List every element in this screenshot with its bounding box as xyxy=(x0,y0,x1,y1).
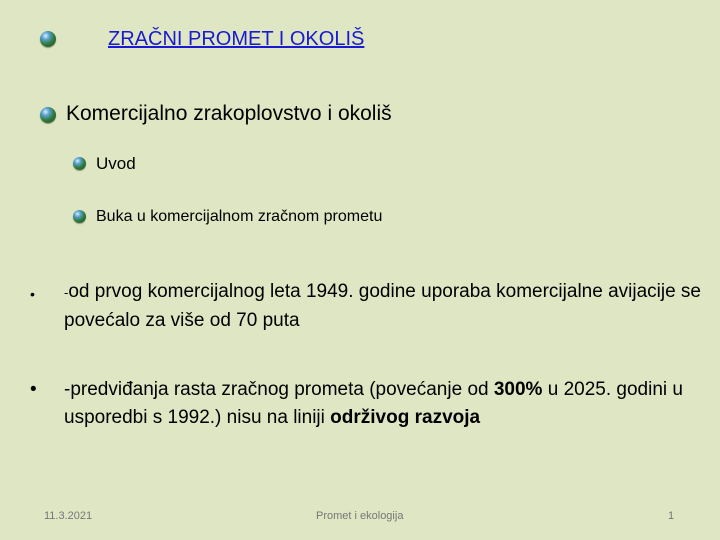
paragraph-text: -predviđanja rasta zračnog prometa (povećanje od xyxy=(64,379,494,400)
footer-date: 11.3.2021 xyxy=(44,510,93,522)
bullet-dot: • xyxy=(30,286,35,302)
bullet-level2-noise: Buka u komercijalnom zračnom prometu xyxy=(96,208,383,225)
paragraph-history xyxy=(30,278,704,335)
footer-page-number: 1 xyxy=(668,510,675,522)
gem-bullet-icon xyxy=(40,107,56,123)
bullet-level2-intro: Uvod xyxy=(96,154,136,173)
paragraph-text: od prvog komercijalnog leta 1949. godine uporaba komercijalne avijacije se povećalo za više od 70 puta xyxy=(64,281,702,331)
slide-title-link[interactable]: ZRAČNI PROMET I OKOLIŠ xyxy=(108,28,365,50)
gem-bullet-icon xyxy=(40,31,56,47)
bullet-dot: • xyxy=(30,379,37,400)
dash: - xyxy=(64,285,69,300)
paragraph-text: u 2025. godini u usporedbi s 1992.) nisu na liniji xyxy=(64,379,683,428)
footer-title: Promet i ekologija xyxy=(316,510,404,522)
bullet-level1: Komercijalno zrakoplovstvo i okoliš xyxy=(66,102,392,125)
bold-sustainable: održivog razvoja xyxy=(330,407,481,428)
paragraph-forecast xyxy=(30,376,704,432)
bold-percent: 300% xyxy=(493,379,543,400)
gem-bullet-icon xyxy=(73,210,86,223)
gem-bullet-icon xyxy=(73,157,86,170)
